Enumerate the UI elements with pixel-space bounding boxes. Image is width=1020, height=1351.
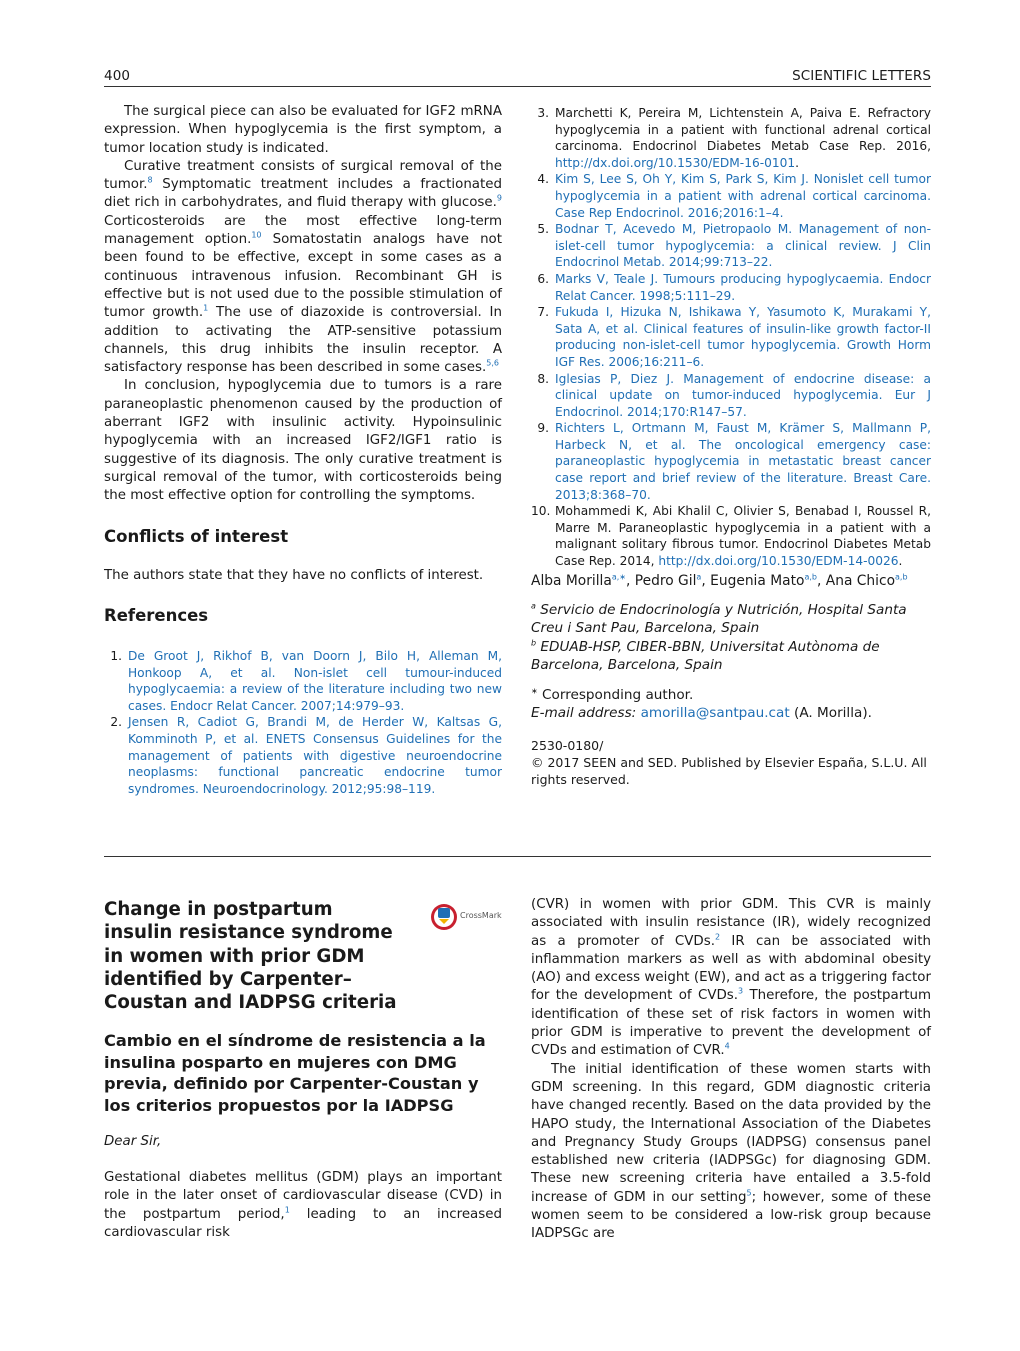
paragraph-screening: The initial identification of these women starts with GDM screening. In this regard, GDM diagnostic criteria have changed recently. Based on the data provided by the HAPO study, the International Association of the Diabetes and Pregnancy Study Groups (IADPSG) consensus panel established new criteria (IADPSGc) for diagnosing GDM. These new screening criteria have entailed a 3.5-fold increase of GDM in our setting$^5$; however, some of these women seem to be considered a low-risk group because IADPSGc are — [531, 1061, 932, 1242]
reference-list-left — [104, 648, 502, 797]
reference-item[interactable]: 4. Kim S, Lee S, Oh Y, Kim S, Park S, Kim J. Nonislet cell tumor hypoglycemia in a patient with adrenal cortical carcinoma. Case Rep Endocrinol. 2016;2016:1–4. — [537, 172, 931, 220]
reference-link[interactable]: Bodnar T, Acevedo M, Pietropaolo M. Management of non-islet-cell tumor hypoglycemia: a clinical review. J Clin Endocrinol Metab. 2014;99:713–22. — [555, 222, 931, 270]
author-name: Pedro Gil — [634, 573, 697, 589]
paragraph-igf2: The surgical piece can also be evaluated for IGF2 mRNA expression. When hypoglycemia is the first symptom, a tumor location study is indicated. — [104, 104, 502, 156]
citation-1[interactable]: 1 — [203, 303, 209, 313]
reference-link[interactable]: Jensen R, Cadiot G, Brandi M, de Herder W, Kaltsas G, Komminoth P, et al. ENETS Consensus Guidelines for the management of patients with digestive neuroendocrine neoplasms: functional pancreatic endocrine tumor syndromes. Neuroendocrinology. 2012;95:98–119. — [128, 715, 502, 796]
reference-link[interactable]: Kim S, Lee S, Oh Y, Kim S, Park S, Kim J. Nonislet cell tumor hypoglycemia in a patient with adrenal cortical carcinoma. Case Rep Endocrinol. 2016;2016:1–4. — [555, 172, 931, 220]
citation-9[interactable]: 9 — [496, 194, 502, 204]
author-affil-mark[interactable]: a — [696, 572, 702, 582]
conflicts-heading: Conflicts of interest — [104, 527, 289, 546]
citation-5-6[interactable]: 5,6 — [486, 358, 499, 368]
paragraph-treatment: Curative treatment consists of surgical removal of the tumor.$^8$ Symptomatic treatment includes a fractionated diet rich in carbohydrates, and fluid therapy with glucose.$^9$ Corticosteroids are the most effective long-term management option.$^{10}$ Somatostatin analogs have not been found to be effective, except in some cases as a continuous intravenous infusion. Recombinant GH is effective but is not used due to the possible stimulation of tumor growth.$^1$ The use of diazoxide is controversial. In addition to activating the ATP-sensitive potassium channels, this drug inhibits the insulin receptor. A satisfactory response has been described in some cases.$^{5,6}$ — [104, 158, 503, 376]
email-line: E-mail address: amorilla@santpau.cat (A. Morilla). — [531, 705, 872, 722]
affiliation-a: $^a$ Servicio de Endocrinología y Nutrición, Hospital Santa Creu i Sant Pau, Barcelona, Spain — [531, 601, 907, 637]
reference-link[interactable]: De Groot J, Rikhof B, van Doorn J, Bilo H, Alleman M, Honkoop A, et al. Non-islet cell tumour-induced hypoglycaemia: a review of the literature including two new cases. Endocr Relat Cancer. 2007;14:979–93. — [128, 649, 502, 713]
article2-right-body — [531, 896, 931, 1244]
reference-link[interactable]: Fukuda I, Hizuka N, Ishikawa Y, Yasumoto K, Murakami Y, Sata A, et al. Clinical features of insulin-like growth factor-II producing non-islet-cell tumor hypoglycemia. Growth Horm IGF Res. 2006;16:211–6. — [555, 305, 931, 369]
article-title-english: Change in postpartum insulin resistance syndrome in women with prior GDM identified by Carpenter–Coustan and IADPSG criteria — [104, 899, 397, 1014]
reference-link[interactable]: Richters L, Ortmann M, Faust M, Krämer S, Mallmann P, Harbeck N, et al. The oncological emergency case: paraneoplastic hypoglycemia in metastatic breast cancer case report and brief review of the literature. Breast Care. 2013;8:368–70. — [555, 421, 931, 502]
doi-link[interactable]: http://dx.doi.org/10.1530/EDM-16-0101 — [555, 155, 796, 170]
corresponding-author: ∗ Corresponding author. — [531, 686, 694, 703]
author-affil-mark[interactable]: a,b — [804, 572, 817, 582]
paragraph-conclusion: In conclusion, hypoglycemia due to tumors is a rare paraneoplastic phenomenon caused by the production of aberrant IGF2 with insulinic activity. Hypoinsulinic hypoglycemia with an increased IGF2/IGF1 ratio is suggestive of its diagnosis. The only curative treatment is surgical removal of the tumor, with corticosteroids being the most effective option for controlling the symptoms. — [104, 378, 502, 504]
article-title-spanish: Cambio en el síndrome de resistencia a la insulina posparto en mujeres con DMG previa, definido por Carpenter-Coustan y los criterios propuestos por la IADPSG — [104, 1031, 486, 1115]
author-affil-mark[interactable]: a,∗ — [611, 572, 626, 582]
reference-item[interactable]: 7. Fukuda I, Hizuka N, Ishikawa Y, Yasumoto K, Murakami Y, Sata A, et al. Clinical features of insulin-like growth factor-II producing non-islet-cell tumor hypoglycemia. Growth Horm IGF Res. 2006;16:211–6. — [537, 305, 931, 369]
conflicts-text: The authors state that they have no conflicts of interest. — [104, 568, 484, 583]
author-list: Alba Morilla$^{a,∗}$, Pedro Gil$^a$, Eugenia Mato$^{a,b}$, Ana Chico$^{a,b}$ — [531, 572, 908, 589]
reference-item[interactable]: 9. Richters L, Ortmann M, Faust M, Krämer S, Mallmann P, Harbeck N, et al. The oncological emergency case: paraneoplastic hypoglycemia in metastatic breast cancer case report and brief review of the literature. Breast Care. 2013;8:368–70. — [537, 421, 931, 502]
reference-item[interactable]: 6. Marks V, Teale J. Tumours producing hypoglycaemia. Endocr Relat Cancer. 1998;5:111–29. — [537, 271, 931, 303]
affiliations — [531, 601, 931, 674]
copyright: © 2017 SEEN and SED. Published by Elsevier España, S.L.U. All rights reserved. — [531, 755, 927, 787]
citation-4[interactable]: 4 — [724, 1041, 730, 1051]
affiliation-b: $^b$ EDUAB-HSP, CIBER-BBN, Universitat Autònoma de Barcelona, Barcelona, Spain — [531, 638, 880, 673]
reference-item: 3. Marchetti K, Pereira M, Lichtenstein A, Paiva E. Refractory hypoglycemia in a patient with functional adrenal cortical carcinoma. Endocrinol Diabetes Metab Case Rep. 2016, http://dx.doi.org/10.1530/EDM-16-0101. — [537, 106, 931, 170]
doi-link[interactable]: http://dx.doi.org/10.1530/EDM-14-0026 — [658, 554, 899, 569]
citation-1[interactable]: 1 — [284, 1205, 290, 1215]
reference-link[interactable]: Iglesias P, Diez J. Management of endocrine disease: a clinical update on tumor-induced hypoglycemia. Eur J Endocrinol. 2014;170:R147–57. — [555, 371, 931, 419]
page-number: 400 — [104, 68, 131, 84]
reference-item[interactable]: 8. Iglesias P, Diez J. Management of endocrine disease: a clinical update on tumor-induced hypoglycemia. Eur J Endocrinol. 2014;170:R147–57. — [537, 371, 931, 419]
reference-item[interactable]: 2. Jensen R, Cadiot G, Brandi M, de Herder W, Kaltsas G, Komminoth P, et al. ENETS Consensus Guidelines for the management of patients with digestive neuroendocrine neoplasms: functional pancreatic endocrine tumor syndromes. Neuroendocrinology. 2012;95:98–119. — [110, 715, 502, 796]
reference-item[interactable]: 1. De Groot J, Rikhof B, van Doorn J, Bilo H, Alleman M, Honkoop A, et al. Non-islet cell tumour-induced hypoglycaemia: a review of the literature including two new cases. Endocr Relat Cancer. 2007;14:979–93. — [110, 649, 502, 713]
header-rule — [104, 86, 931, 87]
author-name: Eugenia Mato — [710, 573, 805, 589]
citation-10[interactable]: 10 — [251, 230, 262, 240]
paragraph-intro: Gestational diabetes mellitus (GDM) plays an important role in the later onset of cardiovascular disease (CVD) in the postpartum period,$^1$ leading to an increased cardiovascular risk — [104, 1170, 502, 1240]
salutation: Dear Sir, — [104, 1134, 162, 1149]
citation-2[interactable]: 2 — [714, 932, 721, 942]
citation-5[interactable]: 5 — [746, 1188, 752, 1198]
copyright-block — [531, 737, 931, 788]
running-header: SCIENTIFIC LETTERS — [792, 68, 931, 84]
reference-link[interactable]: Marks V, Teale J. Tumours producing hypoglycaemia. Endocr Relat Cancer. 1998;5:111–29. — [555, 271, 931, 303]
citation-8[interactable]: 8 — [147, 175, 153, 185]
article-divider — [104, 856, 931, 857]
citation-3[interactable]: 3 — [738, 987, 744, 997]
crossmark-label: CrossMark — [460, 911, 502, 920]
author-name: Ana Chico — [825, 573, 896, 589]
reference-item[interactable]: 5. Bodnar T, Acevedo M, Pietropaolo M. Management of non-islet-cell tumor hypoglycemia: a clinical review. J Clin Endocrinol Metab. 2014;99:713–22. — [537, 222, 931, 270]
left-body — [104, 103, 502, 506]
email-link[interactable]: amorilla@santpau.cat — [640, 705, 790, 722]
crossmark-badge[interactable] — [430, 902, 504, 932]
reference-list-right — [531, 105, 931, 570]
article2-left-body — [104, 1169, 502, 1242]
correspondence — [531, 686, 931, 723]
issn: 2530-0180/ — [531, 738, 604, 753]
references-heading: References — [104, 606, 209, 625]
paragraph-cvr: (CVR) in women with prior GDM. This CVR is mainly associated with insulin resistance (IR), widely recognized as a promoter of CVDs.$^2$ IR can be associated with inflammation markers as well as with abdominal obesity (AO) and excess weight (EW), and act as a triggering factor for the development of CVDs.$^3$ Therefore, the postpartum identification of these set of risk factors in women with prior GDM is imperative to prevent the development of CVDs and estimation of CVR.$^4$ — [531, 897, 931, 1059]
author-affil-mark[interactable]: a,b — [895, 572, 908, 582]
author-name: Alba Morilla — [531, 573, 612, 589]
reference-item: 10. Mohammedi K, Abi Khalil C, Olivier S, Benabad I, Roussel R, Marre M. Paraneoplastic hypoglycemia in a patient with a malignant solitary fibrous tumor. Endocrinol Diabetes Metab Case Rep. 2014, http://dx.doi.org/10.1530/EDM-14-0026. — [531, 504, 931, 569]
